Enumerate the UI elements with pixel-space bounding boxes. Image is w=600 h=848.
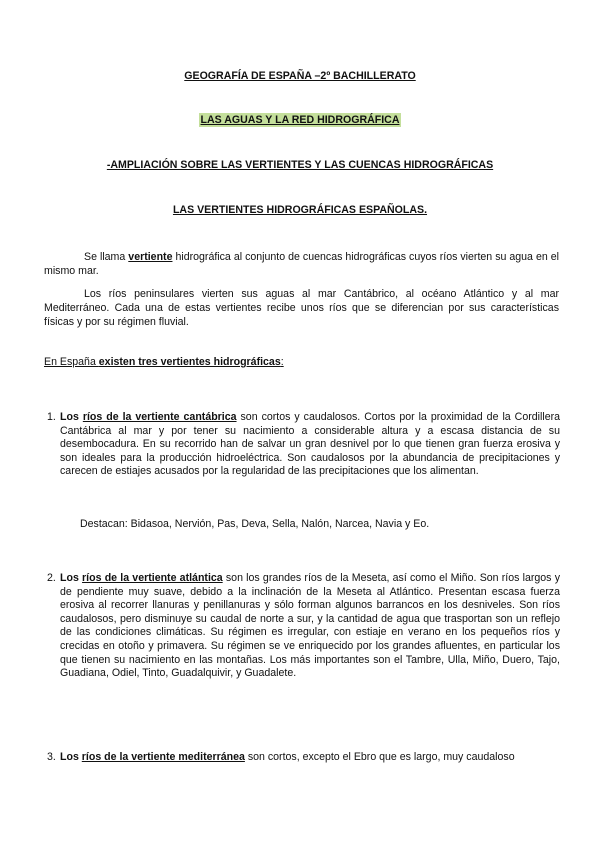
list-number: 1. [47, 411, 56, 423]
list-number: 3. [47, 751, 56, 763]
topic-heading [0, 114, 600, 126]
vertiente-name: ríos de la vertiente atlántica [82, 572, 223, 584]
vertiente-term: vertiente [128, 251, 173, 263]
section-heading: LAS VERTIENTES HIDROGRÁFICAS ESPAÑOLAS. [172, 204, 428, 216]
item-text: son los grandes ríos de la Meseta, así como el Miño. Son ríos largos y de pendiente muy suave, debido a la inclinación de la Meseta al Atlántico. Presentan escasa fuerza erosiva al recorrer llanuras y penillanuras y sólo forman algunos barrancos en los desniveles. Son ríos caudalosos, pero disminuye su caudal de norte a sur, y la cantidad de agua que trasportan son un reflejo de las condiciones climáticas. Su régimen es irregular, con estiaje en verano en los pequeños ríos y crecidas en otoño y primavera. Su régimen se ve enriquecido por los grandes afluentes, en particular los que tienen su nacimiento en las montañas. Los más importantes son el Tambre, Ulla, Miño, Duero, Tajo, Guadiana, Odiel, Tinto, Guadalquivir, y Guadalete. [60, 572, 560, 680]
rivers-list-cantabrica: Destacan: Bidasoa, Nervión, Pas, Deva, Sella, Nalón, Narcea, Navia y Eo. [80, 518, 430, 530]
item-text: son cortos, excepto el Ebro que es largo, muy caudaloso [244, 751, 515, 763]
item-lead: Los [60, 411, 83, 423]
subtopic-heading: -AMPLIACIÓN SOBRE LAS VERTIENTES Y LAS CUENCAS HIDROGRÁFICAS [106, 159, 494, 171]
list-item [47, 572, 560, 681]
lead-bold-text: existen tres vertientes hidrográficas [98, 356, 281, 368]
lead-text: En España [44, 356, 99, 368]
vertientes-lead [44, 355, 559, 369]
list-item [47, 411, 561, 479]
intro-paragraph-2: Los ríos peninsulares vierten sus aguas al mar Cantábrico, al océano Atlántico y al mar Mediterráneo. Cada una de estas vertientes recibe unos ríos que se diferencian por sus características físicas y por su régimen fluvial. [44, 288, 559, 328]
intro-text: hidrográfica al conjunto de cuencas hidrográficas cuyos ríos vierten su agua en el mismo mar. [44, 251, 559, 277]
item-lead: Los [60, 751, 82, 763]
list-item [47, 751, 560, 765]
vertiente-name: ríos de la vertiente mediterránea [81, 751, 245, 763]
intro-paragraph-1 [44, 250, 559, 278]
item-lead: Los [60, 572, 83, 584]
item-text: son cortos y caudalosos. Cortos por la proximidad de la Cordillera Cantábrica al mar y por tener su nacimiento a considerable altura y a escasa distancia de su desembocadura. En su recorrido han de salvar un gran desnivel por lo que tienen gran fuerza erosiva y son ideales para la producción hidroeléctrica. Son caudalosos por la abundancia de precipitaciones y carecen de estiajes acusados por la regularidad de las precipitaciones que los alimentan. [60, 411, 561, 478]
topic-heading-text: LAS AGUAS Y LA RED HIDROGRÁFICA [200, 114, 400, 126]
lead-colon: : [280, 356, 284, 368]
vertiente-name: ríos de la vertiente cantábrica [82, 411, 237, 423]
document-title: GEOGRAFÍA DE ESPAÑA –2º BACHILLERATO [184, 70, 416, 82]
list-number: 2. [47, 572, 56, 584]
intro-text: Se llama [84, 251, 129, 263]
